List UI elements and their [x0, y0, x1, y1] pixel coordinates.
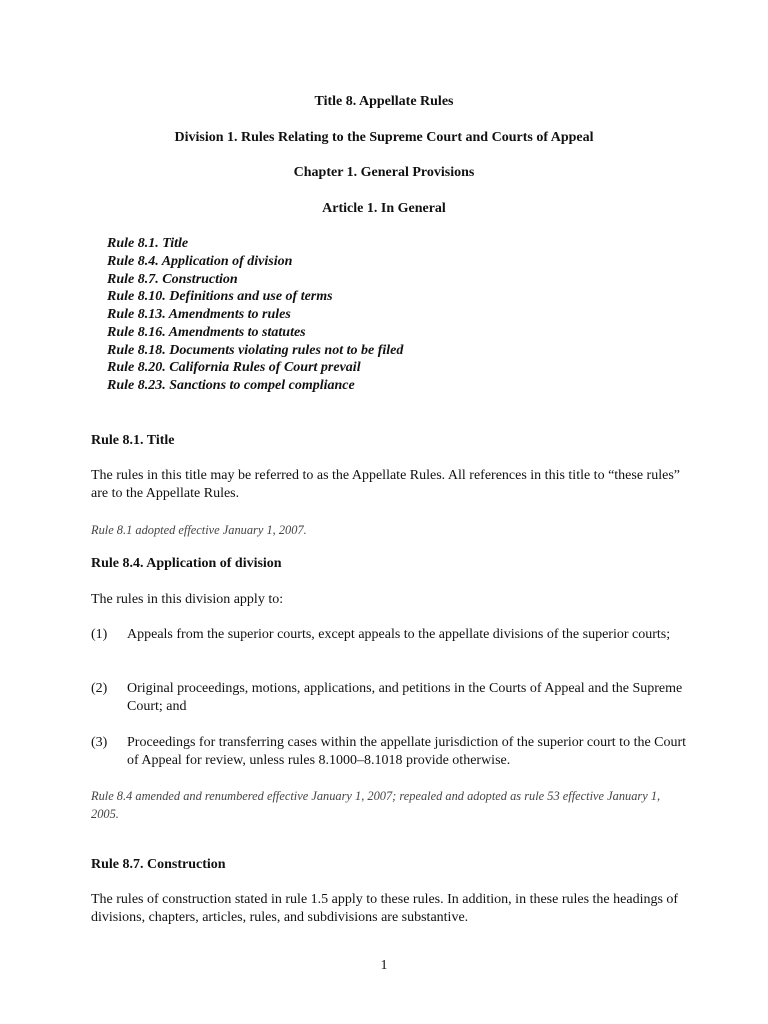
rule-8-1-heading: Rule 8.1. Title	[91, 433, 175, 448]
toc-item[interactable]: Rule 8.4. Application of division	[107, 253, 293, 269]
toc-item[interactable]: Rule 8.7. Construction	[107, 271, 238, 287]
toc-item[interactable]: Rule 8.23. Sanctions to compel compliance	[107, 378, 355, 393]
toc-item[interactable]: Rule 8.20. California Rules of Court prevail	[107, 360, 361, 376]
chapter-heading: Chapter 1. General Provisions	[293, 165, 475, 180]
rule-8-4-intro: The rules in this division apply to:	[91, 592, 284, 607]
rule-8-4-note: Rule 8.4 amended and renumbered effective January 1, 2007; repealed and adopted as rule 53 effective January 1, 2005.	[91, 789, 661, 821]
list-item-number: (2)	[91, 681, 108, 696]
rule-8-1-body: The rules in this title may be referred to as the Appellate Rules. All references in this title to “these rules” are to the Appellate Rules.	[91, 468, 680, 501]
list-item	[91, 680, 691, 716]
table-of-contents	[107, 235, 403, 395]
list-item-text: Appeals from the superior courts, except appeals to the appellate divisions of the superior courts;	[127, 627, 671, 642]
list-item-number: (1)	[91, 627, 108, 642]
toc-item[interactable]: Rule 8.10. Definitions and use of terms	[107, 289, 333, 305]
list-item-text: Proceedings for transferring cases within the appellate jurisdiction of the superior court to the Court of Appeal for review, unless rules 8.1000–8.1018 provide otherwise.	[127, 735, 687, 768]
article-heading: Article 1. In General	[322, 201, 446, 216]
rule-8-7-body: The rules of construction stated in rule 1.5 apply to these rules. In addition, in these rules the headings of divisions, chapters, articles, rules, and subdivisions are substantive.	[91, 892, 679, 925]
toc-item[interactable]: Rule 8.13. Amendments to rules	[107, 307, 291, 322]
toc-item[interactable]: Rule 8.18. Documents violating rules not to be filed	[107, 342, 404, 358]
page-number: 1	[380, 958, 388, 973]
list-item	[91, 734, 691, 770]
division-heading: Division 1. Rules Relating to the Supreme Court and Courts of Appeal	[174, 130, 594, 145]
list-item-text: Original proceedings, motions, applications, and petitions in the Courts of Appeal and the Supreme Court; and	[127, 681, 683, 714]
list-item-number: (3)	[91, 735, 108, 750]
toc-item[interactable]: Rule 8.16. Amendments to statutes	[107, 324, 306, 340]
rule-8-7-heading: Rule 8.7. Construction	[91, 857, 226, 872]
title-heading: Title 8. Appellate Rules	[314, 94, 454, 109]
toc-item[interactable]: Rule 8.1. Title	[107, 236, 189, 251]
list-item	[91, 626, 691, 662]
rule-8-1-note: Rule 8.1 adopted effective January 1, 2007.	[91, 523, 307, 537]
rule-8-4-heading: Rule 8.4. Application of division	[91, 556, 282, 571]
